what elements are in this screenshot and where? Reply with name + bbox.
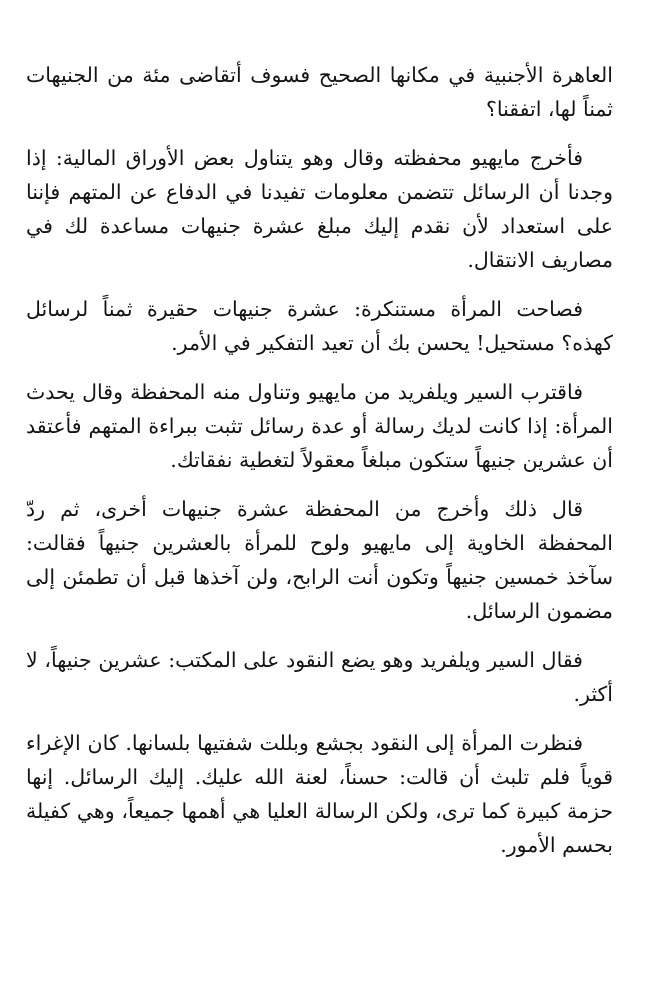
paragraph-2: فأخرج مايهيو محفظته وقال وهو يتناول بعض الأوراق المالية: إذا وجدنا أن الرسائل تتضمن معلومات تفيدنا في الدفاع عن المتهم فإننا على استعداد لأن نقدم إليك مبلغ عشرة جنيهات مساعدة لك في مصاريف الانتقال. [26, 146, 613, 272]
paragraph-7: فنظرت المرأة إلى النقود بجشع وبللت شفتيها بلسانها. كان الإغراء قوياً فلم تلبث أن قالت: حسناً، لعنة الله عليك. إليك الرسائل. إنها حزمة كبيرة كما ترى، ولكن الرسالة العليا هي أهمها جميعاً، وهي كفيلة بحسم الأمور. [26, 731, 613, 857]
paragraph-6: فقال السير ويلفريد وهو يضع النقود على المكتب: عشرين جنيهاً، لا أكثر. [26, 648, 613, 706]
paragraph-5: قال ذلك وأخرج من المحفظة عشرة جنيهات أخرى، ثم ردّ المحفظة الخاوية إلى مايهيو ولوح للمرأة بالعشرين جنيهاً فقالت: سآخذ خمسين جنيهاً وتكون أنت الرابح، ولن آخذها قبل أن تطمئن إلى مضمون الرسائل. [26, 497, 613, 623]
paragraph-1: العاهرة الأجنبية في مكانها الصحيح فسوف أتقاضى مئة من الجنيهات ثمناً لها، اتفقنا؟ [26, 63, 613, 121]
paragraph-3: فصاحت المرأة مستنكرة: عشرة جنيهات حقيرة ثمناً لرسائل كهذه؟ مستحيل! يحسن بك أن تعيد التفكير في الأمر. [26, 297, 613, 355]
paragraph-4: فاقترب السير ويلفريد من مايهيو وتناول منه المحفظة وقال يحدث المرأة: إذا كانت لديك رسالة أو عدة رسائل تثبت ببراءة المتهم فأعتقد أن عشرين جنيهاً ستكون مبلغاً معقولاً لتغطية نفقاتك. [26, 380, 613, 472]
document-page [26, 58, 613, 980]
